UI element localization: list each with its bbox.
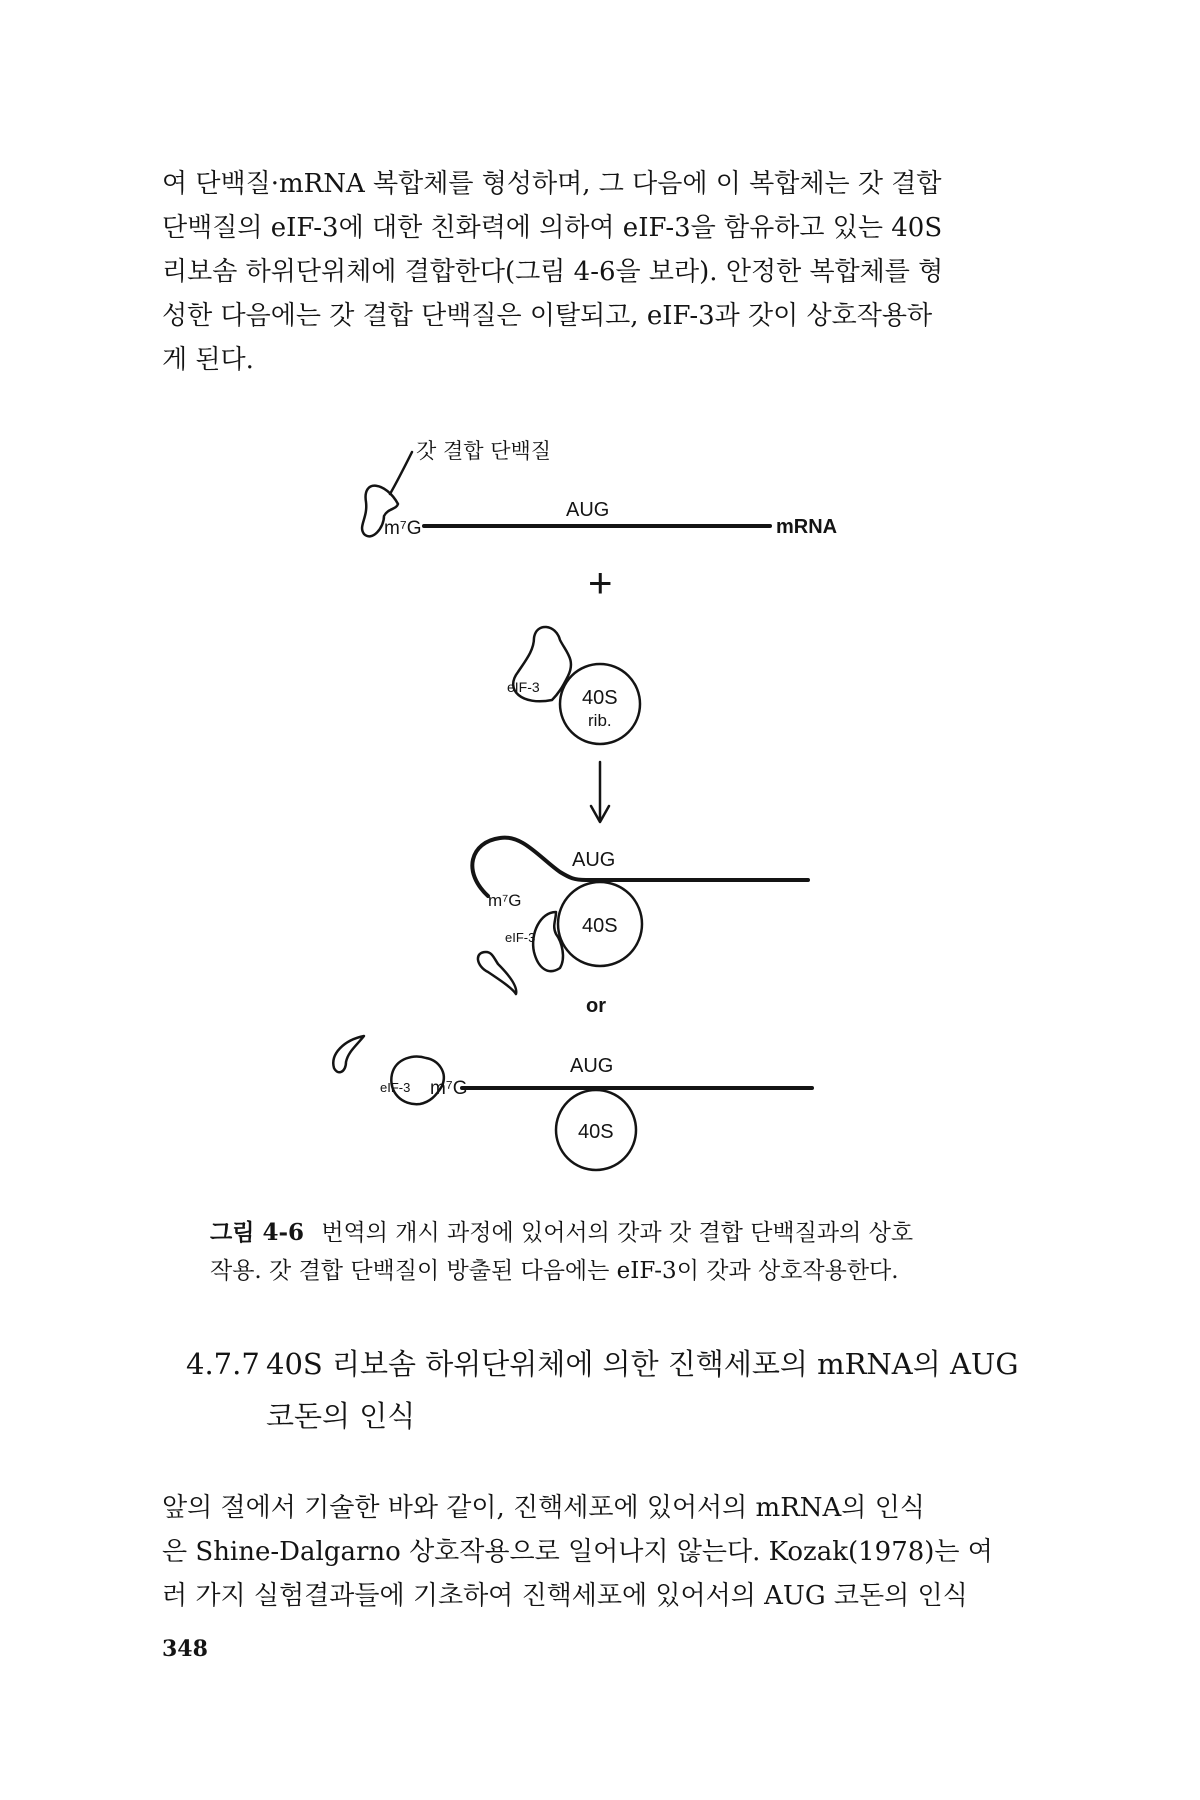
start-codon-label-top: AUG	[566, 499, 610, 521]
start-codon-label-bound-1: AUG	[572, 849, 616, 871]
plus-sign: +	[588, 559, 613, 606]
intro-line: 게 된다.	[162, 345, 254, 375]
intro-line: 단백질의 eIF-3에 대한 친화력에 의하여 eIF-3을 함유하고 있는 40S	[162, 213, 943, 243]
ribosome-label-bound-1: 40S	[582, 915, 618, 937]
body-line: 앞의 절에서 기술한 바와 같이, 진핵세포에 있어서의 mRNA의 인식	[162, 1493, 925, 1523]
section-heading-line-1	[186, 1338, 1036, 1390]
intro-line: 리보솜 하위단위체에 결합한다(그림 4-6을 보라). 안정한 복합체를 형	[162, 257, 944, 287]
cap-label-top: m⁷G	[384, 518, 422, 539]
cap-label-bound-1: m⁷G	[488, 891, 522, 910]
start-codon-label-bound-2: AUG	[570, 1055, 614, 1077]
section-heading	[186, 1338, 1036, 1442]
down-arrow-icon	[591, 762, 609, 822]
section-number: 4.7.7	[186, 1347, 260, 1381]
cap-binding-protein-released-2	[333, 1036, 364, 1072]
cap-binding-protein-label: 갓 결합 단백질	[416, 439, 552, 463]
cap-label-bound-2: m⁷G	[430, 1078, 468, 1099]
or-label: or	[586, 995, 606, 1017]
caption-line-1	[210, 1214, 1010, 1252]
cap-binding-protein-released-1	[478, 952, 516, 994]
body-line: 은 Shine-Dalgarno 상호작용으로 일어나지 않는다. Kozak(1978)는 여	[162, 1537, 993, 1567]
caption-text-2: 작용. 갓 결합 단백질이 방출된 다음에는 eIF-3이 갓과 상호작용한다.	[210, 1258, 899, 1284]
mrna-strand-bound-1	[472, 838, 808, 896]
eif3-label-middle: eIF-3	[507, 679, 540, 695]
ribosome-label-bound-2: 40S	[578, 1121, 614, 1143]
mrna-label: mRNA	[776, 516, 838, 538]
caption-text-1: 번역의 개시 과정에 있어서의 갓과 갓 결합 단백질과의 상호	[321, 1220, 914, 1246]
section-title-1: 40S 리보솜 하위단위체에 의한 진핵세포의 mRNA의 AUG	[266, 1347, 1019, 1381]
ribosome-sub-label: rib.	[588, 711, 612, 730]
section-title-2: 코돈의 인식	[266, 1399, 416, 1433]
figure-caption	[210, 1214, 1010, 1290]
cap-binding-protein-pointer	[390, 452, 412, 494]
eif3-label-bound-1: eIF-3	[505, 930, 536, 945]
caption-figure-label: 그림 4-6	[210, 1219, 304, 1246]
body-paragraph	[162, 1486, 1038, 1618]
page-number: 348	[162, 1636, 208, 1662]
ribosome-label-middle: 40S	[582, 687, 618, 709]
intro-line: 성한 다음에는 갓 결합 단백질은 이탈되고, eIF-3과 갓이 상호작용하	[162, 301, 933, 331]
body-line: 러 가지 실험결과들에 기초하여 진핵세포에 있어서의 AUG 코돈의 인식	[162, 1581, 968, 1611]
eif3-label-bound-2: eIF-3	[380, 1080, 411, 1095]
intro-line: 여 단백질·mRNA 복합체를 형성하며, 그 다음에 이 복합체는 갓 결합	[162, 169, 942, 199]
